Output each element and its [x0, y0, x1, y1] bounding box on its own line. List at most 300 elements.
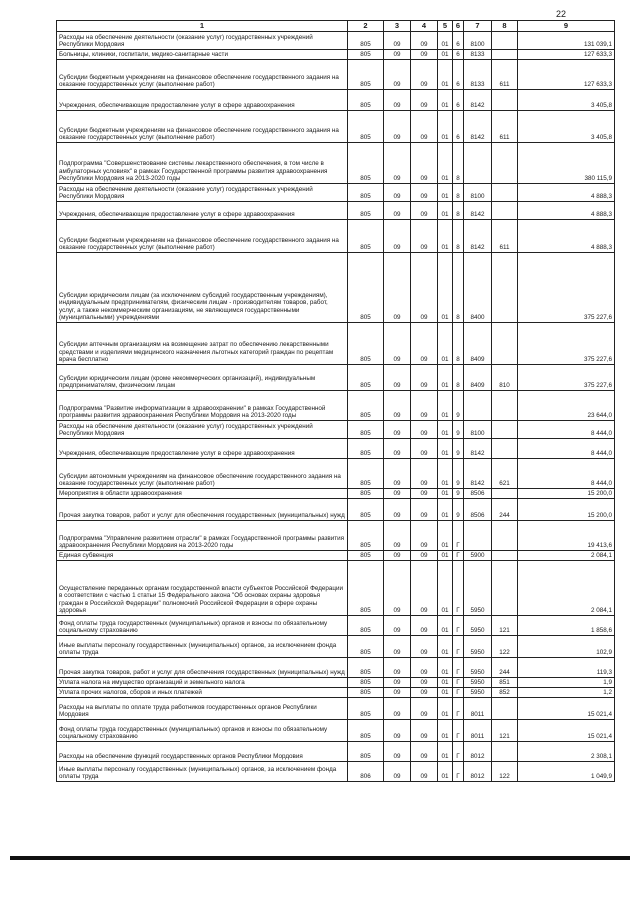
row-code-cell: 5950 — [464, 678, 492, 688]
table-row — [57, 459, 615, 489]
row-code-cell: 09 — [411, 202, 438, 220]
row-name-cell: Субсидии бюджетным учреждениям на финансовое обеспечение государственного задания на оказание государственных услуг (выполнение работ) — [57, 220, 348, 253]
row-code-cell: 9 — [453, 421, 464, 439]
row-code-cell: Г — [453, 551, 464, 561]
row-amount-cell: 15 021,4 — [518, 698, 615, 720]
table-row — [57, 698, 615, 720]
row-code-cell: 8133 — [464, 50, 492, 60]
row-code-cell: 805 — [348, 742, 384, 762]
row-code-cell: 09 — [384, 32, 411, 50]
row-code-cell — [492, 551, 518, 561]
row-code-cell: 01 — [438, 111, 453, 143]
table-row — [57, 391, 615, 421]
row-code-cell: 805 — [348, 202, 384, 220]
row-code-cell: 121 — [492, 720, 518, 742]
row-code-cell: 611 — [492, 220, 518, 253]
column-header: 7 — [464, 21, 492, 32]
row-code-cell: 09 — [384, 439, 411, 459]
row-code-cell: 09 — [384, 521, 411, 551]
row-code-cell: 09 — [384, 391, 411, 421]
table-row — [57, 50, 615, 60]
table-row — [57, 742, 615, 762]
table-row — [57, 521, 615, 551]
row-code-cell: 805 — [348, 678, 384, 688]
table-row — [57, 60, 615, 90]
table-row — [57, 365, 615, 391]
row-code-cell: 09 — [384, 762, 411, 782]
row-code-cell: Г — [453, 742, 464, 762]
table-row — [57, 636, 615, 658]
row-code-cell: 6 — [453, 60, 464, 90]
row-code-cell: 01 — [438, 489, 453, 499]
row-code-cell: 8142 — [464, 459, 492, 489]
column-header: 1 — [57, 21, 348, 32]
row-code-cell: 09 — [411, 499, 438, 521]
row-amount-cell: 15 200,0 — [518, 499, 615, 521]
table-row — [57, 421, 615, 439]
row-code-cell: 805 — [348, 365, 384, 391]
table-row — [57, 323, 615, 365]
row-code-cell: 8012 — [464, 762, 492, 782]
row-code-cell: 09 — [384, 678, 411, 688]
row-code-cell: 09 — [411, 32, 438, 50]
row-code-cell: 09 — [411, 90, 438, 111]
row-code-cell — [492, 32, 518, 50]
row-code-cell: 8 — [453, 143, 464, 184]
row-code-cell: 09 — [411, 253, 438, 323]
row-code-cell: 09 — [411, 111, 438, 143]
row-code-cell: 09 — [384, 60, 411, 90]
row-name-cell: Расходы на обеспечение деятельности (оказание услуг) государственных учреждений Республики Мордовия — [57, 184, 348, 202]
row-code-cell: 09 — [411, 220, 438, 253]
budget-table — [56, 20, 615, 782]
table-row — [57, 688, 615, 698]
row-amount-cell: 375 227,6 — [518, 253, 615, 323]
row-code-cell: 01 — [438, 616, 453, 636]
row-code-cell: 805 — [348, 720, 384, 742]
row-code-cell: 8100 — [464, 32, 492, 50]
row-code-cell: 8 — [453, 220, 464, 253]
row-name-cell: Подпрограмма "Совершенствование системы лекарственного обеспечения, в том числе в амбулаторных условиях" в рамках Государственной программы развития здравоохранения Республики Мордовия на 2013-2020 годы — [57, 143, 348, 184]
column-header: 5 — [438, 21, 453, 32]
row-code-cell: 5950 — [464, 636, 492, 658]
row-code-cell: 01 — [438, 253, 453, 323]
row-code-cell: 09 — [411, 688, 438, 698]
row-name-cell: Учреждения, обеспечивающие предоставление услуг в сфере здравоохранения — [57, 439, 348, 459]
row-code-cell: 805 — [348, 489, 384, 499]
row-name-cell: Иные выплаты персоналу государственных (муниципальных) органов, за исключением фонда оплаты труда — [57, 636, 348, 658]
row-code-cell: 810 — [492, 365, 518, 391]
table-row — [57, 561, 615, 616]
row-code-cell: 8506 — [464, 499, 492, 521]
row-code-cell: 09 — [411, 521, 438, 551]
row-amount-cell: 4 888,3 — [518, 202, 615, 220]
row-code-cell: 244 — [492, 658, 518, 678]
row-code-cell: 6 — [453, 50, 464, 60]
row-name-cell: Уплата прочих налогов, сборов и иных платежей — [57, 688, 348, 698]
table-row — [57, 658, 615, 678]
table-row — [57, 32, 615, 50]
row-code-cell: 8142 — [464, 220, 492, 253]
row-name-cell: Расходы на обеспечение функций государственных органов Республики Мордовия — [57, 742, 348, 762]
row-code-cell: 244 — [492, 499, 518, 521]
row-name-cell: Мероприятия в области здравоохранения — [57, 489, 348, 499]
row-amount-cell: 15 021,4 — [518, 720, 615, 742]
row-code-cell: 09 — [411, 551, 438, 561]
row-code-cell: Г — [453, 688, 464, 698]
row-code-cell: 805 — [348, 323, 384, 365]
table-row — [57, 616, 615, 636]
row-code-cell: 805 — [348, 561, 384, 616]
row-code-cell: 8506 — [464, 489, 492, 499]
row-code-cell: 01 — [438, 678, 453, 688]
row-code-cell: 09 — [384, 253, 411, 323]
row-code-cell: 01 — [438, 32, 453, 50]
row-code-cell — [492, 90, 518, 111]
row-amount-cell: 102,9 — [518, 636, 615, 658]
row-code-cell: 805 — [348, 111, 384, 143]
row-code-cell — [492, 421, 518, 439]
row-code-cell: 09 — [384, 143, 411, 184]
row-code-cell — [492, 521, 518, 551]
row-code-cell: 9 — [453, 459, 464, 489]
row-code-cell — [492, 489, 518, 499]
row-code-cell: 5950 — [464, 688, 492, 698]
row-code-cell: 09 — [411, 184, 438, 202]
row-amount-cell: 127 633,3 — [518, 50, 615, 60]
table-row — [57, 762, 615, 782]
row-code-cell — [492, 561, 518, 616]
row-code-cell: Г — [453, 521, 464, 551]
row-code-cell: 01 — [438, 202, 453, 220]
row-code-cell: 8 — [453, 323, 464, 365]
row-amount-cell: 2 084,1 — [518, 561, 615, 616]
row-amount-cell: 375 227,6 — [518, 323, 615, 365]
row-code-cell: 09 — [411, 60, 438, 90]
row-code-cell: 01 — [438, 698, 453, 720]
row-code-cell: 09 — [411, 421, 438, 439]
row-code-cell: 8 — [453, 184, 464, 202]
row-code-cell: 09 — [384, 459, 411, 489]
table-row — [57, 253, 615, 323]
row-amount-cell: 2 308,1 — [518, 742, 615, 762]
row-name-cell: Субсидии юридическим лицам (кроме некоммерческих организаций), индивидуальным предпринимателям, физическим лицам — [57, 365, 348, 391]
row-code-cell: 09 — [384, 636, 411, 658]
table-row — [57, 111, 615, 143]
row-code-cell — [492, 742, 518, 762]
row-code-cell: 01 — [438, 636, 453, 658]
row-code-cell: 09 — [384, 50, 411, 60]
table-row — [57, 90, 615, 111]
page-number: 22 — [556, 9, 567, 19]
row-code-cell: 805 — [348, 32, 384, 50]
table-row — [57, 499, 615, 521]
row-name-cell: Прочая закупка товаров, работ и услуг для обеспечения государственных (муниципальных) нужд — [57, 658, 348, 678]
row-code-cell: 09 — [411, 720, 438, 742]
row-amount-cell: 1,2 — [518, 688, 615, 698]
row-name-cell: Расходы на выплаты по оплате труда работников государственных органов Республики Мордовия — [57, 698, 348, 720]
row-code-cell: 122 — [492, 636, 518, 658]
row-code-cell: 01 — [438, 742, 453, 762]
row-code-cell: 8409 — [464, 323, 492, 365]
table-header-row — [57, 21, 615, 32]
table-row — [57, 220, 615, 253]
row-code-cell: Г — [453, 762, 464, 782]
row-amount-cell: 1,9 — [518, 678, 615, 688]
row-code-cell: 01 — [438, 658, 453, 678]
row-code-cell: 09 — [411, 439, 438, 459]
row-code-cell: 122 — [492, 762, 518, 782]
row-code-cell: 5950 — [464, 658, 492, 678]
row-code-cell: 09 — [384, 90, 411, 111]
row-code-cell — [464, 391, 492, 421]
row-code-cell: 621 — [492, 459, 518, 489]
row-code-cell — [492, 202, 518, 220]
row-amount-cell: 8 444,0 — [518, 421, 615, 439]
row-code-cell: Г — [453, 678, 464, 688]
row-name-cell: Субсидии бюджетным учреждениям на финансовое обеспечение государственного задания на оказание государственных услуг (выполнение работ) — [57, 111, 348, 143]
row-code-cell: 8011 — [464, 698, 492, 720]
row-name-cell: Учреждения, обеспечивающие предоставление услуг в сфере здравоохранения — [57, 90, 348, 111]
row-code-cell: 8 — [453, 365, 464, 391]
table-row — [57, 489, 615, 499]
row-code-cell: 09 — [411, 658, 438, 678]
row-code-cell: 09 — [384, 323, 411, 365]
row-code-cell: 805 — [348, 499, 384, 521]
row-amount-cell: 15 200,0 — [518, 489, 615, 499]
row-code-cell: 09 — [384, 499, 411, 521]
row-code-cell: 09 — [411, 489, 438, 499]
row-amount-cell: 8 444,0 — [518, 459, 615, 489]
row-code-cell: 01 — [438, 184, 453, 202]
row-code-cell: 09 — [411, 365, 438, 391]
row-name-cell: Больницы, клиники, госпитали, медико-санитарные части — [57, 50, 348, 60]
row-name-cell: Иные выплаты персоналу государственных (муниципальных) органов, за исключением фонда оплаты труда — [57, 762, 348, 782]
bottom-rule — [10, 856, 630, 860]
row-code-cell: 851 — [492, 678, 518, 688]
table-row — [57, 439, 615, 459]
row-code-cell — [492, 143, 518, 184]
row-code-cell: 8142 — [464, 439, 492, 459]
row-code-cell: 09 — [384, 561, 411, 616]
row-code-cell: 09 — [384, 184, 411, 202]
row-code-cell: 09 — [384, 489, 411, 499]
row-code-cell: 09 — [384, 365, 411, 391]
row-code-cell: 8012 — [464, 742, 492, 762]
row-name-cell: Учреждения, обеспечивающие предоставление услуг в сфере здравоохранения — [57, 202, 348, 220]
row-code-cell — [492, 698, 518, 720]
row-code-cell: 09 — [384, 111, 411, 143]
row-code-cell: 01 — [438, 499, 453, 521]
row-code-cell: 09 — [411, 323, 438, 365]
row-code-cell: 8142 — [464, 202, 492, 220]
row-code-cell: 09 — [411, 742, 438, 762]
row-code-cell: Г — [453, 561, 464, 616]
row-code-cell: 09 — [384, 421, 411, 439]
row-code-cell: 9 — [453, 499, 464, 521]
row-code-cell: 01 — [438, 720, 453, 742]
row-amount-cell: 1 049,9 — [518, 762, 615, 782]
row-name-cell: Субсидии автономным учреждениям на финансовое обеспечение государственного задания на оказание государственных услуг (выполнение работ) — [57, 459, 348, 489]
row-code-cell: 09 — [411, 143, 438, 184]
column-header: 4 — [411, 21, 438, 32]
row-code-cell: 09 — [411, 459, 438, 489]
row-code-cell: 805 — [348, 143, 384, 184]
row-code-cell: 09 — [384, 220, 411, 253]
row-code-cell: 805 — [348, 50, 384, 60]
column-header: 6 — [453, 21, 464, 32]
row-code-cell — [464, 521, 492, 551]
row-code-cell: 09 — [384, 720, 411, 742]
row-code-cell: 8409 — [464, 365, 492, 391]
row-code-cell: 09 — [411, 762, 438, 782]
row-code-cell — [492, 323, 518, 365]
row-code-cell: 01 — [438, 421, 453, 439]
row-code-cell: 805 — [348, 439, 384, 459]
row-amount-cell: 119,3 — [518, 658, 615, 678]
row-code-cell: 611 — [492, 60, 518, 90]
row-code-cell: 09 — [411, 636, 438, 658]
row-code-cell: 01 — [438, 90, 453, 111]
table-row — [57, 678, 615, 688]
row-amount-cell: 375 227,6 — [518, 365, 615, 391]
row-code-cell: 5950 — [464, 561, 492, 616]
row-code-cell: Г — [453, 658, 464, 678]
row-code-cell — [492, 391, 518, 421]
row-code-cell: 6 — [453, 90, 464, 111]
row-code-cell: 09 — [384, 551, 411, 561]
row-code-cell: 852 — [492, 688, 518, 698]
row-name-cell: Единая субвенция — [57, 551, 348, 561]
row-code-cell: 8400 — [464, 253, 492, 323]
row-code-cell: 01 — [438, 50, 453, 60]
row-code-cell: 01 — [438, 220, 453, 253]
row-code-cell: 09 — [411, 678, 438, 688]
row-code-cell: 805 — [348, 421, 384, 439]
row-name-cell: Подпрограмма "Управление развитием отрасли" в рамках Государственной программы развития здравоохранения Республики Мордовия на 2013-2020 годы — [57, 521, 348, 551]
row-amount-cell: 131 039,1 — [518, 32, 615, 50]
row-code-cell: 09 — [384, 742, 411, 762]
row-name-cell: Осуществление переданных органам государственной власти субъектов Российской Федерации в соответствии с частью 1 статьи 15 Федерального закона "Об основах охраны здоровья граждан в Российской Федерации" полномочий Российской Федерации в сфере охраны здоровья — [57, 561, 348, 616]
row-code-cell: 9 — [453, 489, 464, 499]
row-code-cell: Г — [453, 720, 464, 742]
row-amount-cell: 19 413,6 — [518, 521, 615, 551]
row-name-cell: Расходы на обеспечение деятельности (оказание услуг) государственных учреждений Республики Мордовия — [57, 421, 348, 439]
row-code-cell: 611 — [492, 111, 518, 143]
row-code-cell: 805 — [348, 90, 384, 111]
row-code-cell: Г — [453, 698, 464, 720]
row-code-cell: 8 — [453, 202, 464, 220]
row-code-cell: 09 — [384, 688, 411, 698]
row-code-cell: 8100 — [464, 421, 492, 439]
row-code-cell: 01 — [438, 391, 453, 421]
row-code-cell: 805 — [348, 698, 384, 720]
table-row — [57, 184, 615, 202]
row-name-cell: Фонд оплаты труда государственных (муниципальных) органов и взносы по обязательному социальному страхованию — [57, 720, 348, 742]
row-code-cell — [464, 143, 492, 184]
row-name-cell: Уплата налога на имущество организаций и земельного налога — [57, 678, 348, 688]
row-name-cell: Прочая закупка товаров, работ и услуг для обеспечения государственных (муниципальных) нужд — [57, 499, 348, 521]
table-row — [57, 202, 615, 220]
table-row — [57, 551, 615, 561]
row-code-cell: 8142 — [464, 90, 492, 111]
column-header: 8 — [492, 21, 518, 32]
row-code-cell: Г — [453, 636, 464, 658]
row-code-cell: 121 — [492, 616, 518, 636]
row-amount-cell: 1 858,6 — [518, 616, 615, 636]
row-amount-cell: 8 444,0 — [518, 439, 615, 459]
row-code-cell: 9 — [453, 439, 464, 459]
row-amount-cell: 2 084,1 — [518, 551, 615, 561]
row-code-cell: 6 — [453, 111, 464, 143]
row-name-cell: Подпрограмма "Развитие информатизации в здравоохранении" в рамках Государственной программы развития здравоохранения Республики Мордовия на 2013-2020 годы — [57, 391, 348, 421]
row-code-cell: 01 — [438, 365, 453, 391]
row-code-cell: 01 — [438, 762, 453, 782]
row-code-cell: 01 — [438, 551, 453, 561]
column-header: 9 — [518, 21, 615, 32]
row-code-cell: 09 — [384, 616, 411, 636]
row-code-cell: 01 — [438, 521, 453, 551]
row-code-cell: 805 — [348, 551, 384, 561]
row-code-cell: 01 — [438, 60, 453, 90]
row-code-cell: 01 — [438, 143, 453, 184]
row-code-cell — [492, 439, 518, 459]
row-code-cell: 805 — [348, 220, 384, 253]
row-code-cell: 5950 — [464, 616, 492, 636]
row-code-cell: 6 — [453, 32, 464, 50]
row-code-cell: 09 — [411, 50, 438, 60]
row-code-cell: 805 — [348, 616, 384, 636]
row-code-cell: 805 — [348, 636, 384, 658]
row-code-cell: 805 — [348, 688, 384, 698]
row-name-cell: Субсидии аптечным организациям на возмещение затрат по обеспечению лекарственными средствами и изделиями медицинского назначения льготных категорий граждан по рецептам врача бесплатно — [57, 323, 348, 365]
row-code-cell: 805 — [348, 184, 384, 202]
row-amount-cell: 3 405,8 — [518, 111, 615, 143]
row-code-cell: 09 — [384, 202, 411, 220]
row-code-cell — [492, 184, 518, 202]
row-code-cell: Г — [453, 616, 464, 636]
table-row — [57, 143, 615, 184]
row-code-cell: 805 — [348, 253, 384, 323]
row-amount-cell: 4 888,3 — [518, 184, 615, 202]
row-amount-cell: 4 888,3 — [518, 220, 615, 253]
row-code-cell: 805 — [348, 658, 384, 678]
row-amount-cell: 23 644,0 — [518, 391, 615, 421]
row-name-cell: Расходы на обеспечение деятельности (оказание услуг) государственных учреждений Республики Мордовия — [57, 32, 348, 50]
row-code-cell: 805 — [348, 391, 384, 421]
row-code-cell: 5900 — [464, 551, 492, 561]
row-code-cell: 01 — [438, 561, 453, 616]
row-amount-cell: 380 115,9 — [518, 143, 615, 184]
row-name-cell: Субсидии юридическим лицам (за исключением субсидий государственным учреждениям), индивидуальным предпринимателям, физическим лицам - производителям товаров, работ, услуг, а также некоммерческим организациям, не являющимся государственными (муниципальными) учреждениями — [57, 253, 348, 323]
row-code-cell: 09 — [411, 698, 438, 720]
row-amount-cell: 127 633,3 — [518, 60, 615, 90]
row-code-cell: 01 — [438, 688, 453, 698]
row-code-cell: 805 — [348, 459, 384, 489]
row-code-cell: 09 — [411, 561, 438, 616]
row-name-cell: Фонд оплаты труда государственных (муниципальных) органов и взносы по обязательному социальному страхованию — [57, 616, 348, 636]
row-code-cell: 8 — [453, 253, 464, 323]
table-row — [57, 720, 615, 742]
row-code-cell: 09 — [411, 616, 438, 636]
row-code-cell: 01 — [438, 439, 453, 459]
row-amount-cell: 3 405,8 — [518, 90, 615, 111]
row-code-cell: 805 — [348, 60, 384, 90]
row-code-cell: 09 — [411, 391, 438, 421]
row-code-cell: 01 — [438, 323, 453, 365]
row-code-cell: 01 — [438, 459, 453, 489]
row-code-cell: 8100 — [464, 184, 492, 202]
